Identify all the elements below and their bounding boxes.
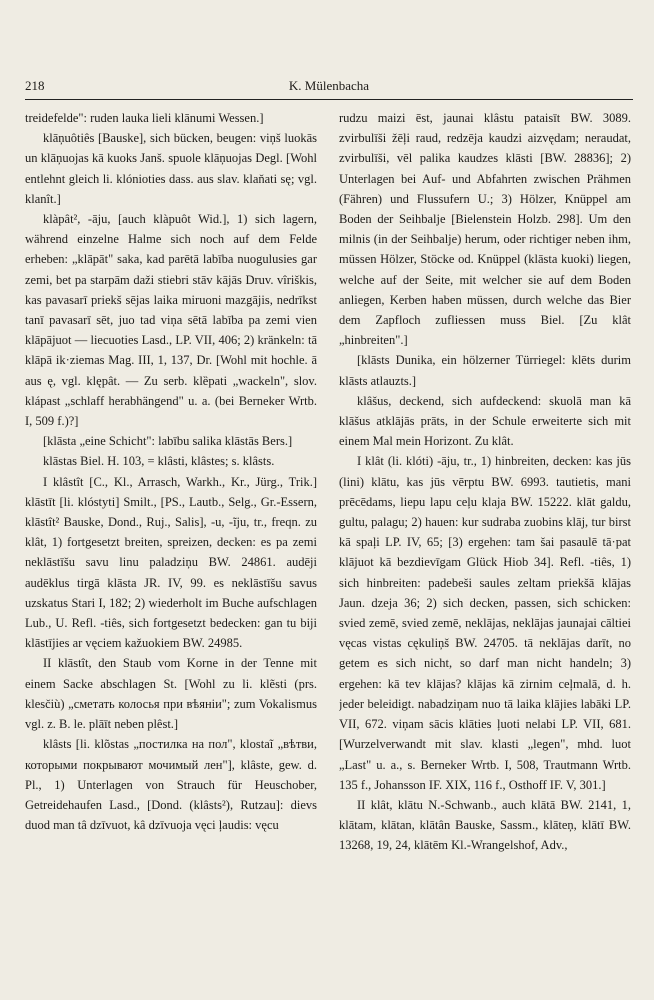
right-column <box>339 108 631 990</box>
entry-klastas: klāstas Biel. H. 103, = klâsti, klâstes; s. klâsts. <box>43 454 275 469</box>
left-column <box>25 108 317 990</box>
entry-klat-1: I klât (li. klóti) -āju, tr., 1) hinbreiten, decken: kas jūs (lini) klātu, kas jūs vērptu BW. 6993. tautietis, mani prēcēdams, liepu lapu ceļu klaja BW. 15222. klāt galdu, gultu, palagu; 2) hauen: kur sudraba zuobins klāj, tur birst kā spaļi LP. IV, 65; [3) ergehen: tam šai pasaulē tā·pat klājuot kā bezdievīgam Glück Hiob 34]. Refl. -tiês, 1) sich hinbreiten: padebeši saules zeltam priekšā klājas Jaun. dzeja 36; 2) sich decken, passen, sich schicken: svied zemē, svied zemē, neklājas, neklājas jaunajai cāltiei vęcas vistas cękuliņš BW. 24705. tā neklājas darīt, no getem es sich nicht, so darf man nicht handeln; 3) ergehen: kā tev klājas? klājas kā zirnim ceļmalā, d. h. jeder beleidigt. nabadziņam nuo tā laika klājies labāki LP. VII, 672. viņam sācis klāties ļuoti nelabi LP. VII, 681. [Wurzelverwandt mit slav. klasti „legen", mhd. luot „Last" u. a., s. Berneker Wrtb. I, 508, Trautmann Wrtb. 135 f., Johansson IF. XIX, 116 f., Osthoff IF. V, 301.] <box>339 454 631 792</box>
running-title: K. Mülenbacha <box>288 78 370 93</box>
entry-klapat: klàpât², -āju, [auch klàpuôt Wid.], 1) sich lagern, während einzelne Halme sich noch auf dem Felde erheben: „klāpāt" saka, kad parētā labība nuogulusies gar zemi, bet pa starpām daži stiebri stāv kājās Druv. vîriškis, kas pavasarī priekš sējas laika miruoni mazgājis, nedrīkst tanī pavasarī sēt, juo tad viņa sētā labība pa zemi vien klāpājuot — liecuoties Lasd., LP. VII, 406; 2) kränkeln: tā klāpā ik·ziemas Mag. III, 1, 137, Dr. [Wohl mit hochle. ā aus ę, vgl. klępât. — Zu serb. klȅpati „wackeln", slov. klápast „schlaff herabhängend" u. a. (bei Berneker Wrtb. I, 509 f.)?] <box>25 212 317 429</box>
entry-klastit-2: II klāstît, den Staub vom Korne in der Tenne mit einem Sacke abschlagen St. [Wohl zu li. klẽsti (prs. klesčiù) „сметать колосья при вѣяніи"; zum Vokalismus vgl. z. B. le. plāīt neben plêst.] <box>25 656 317 732</box>
entry-klasts-dunika: [klāsts Dunika, ein hölzerner Türriegel: klēts durim klāsts atlauzts.] <box>339 353 631 388</box>
page-header <box>25 78 633 98</box>
entry-klasta: [klāsta „eine Schicht": labību salika klāstās Bers.] <box>43 434 293 449</box>
entry-klasus: klâšus, deckend, sich aufdeckend: skuolā man kā klāšus atklājās prāts, in der Schule erweiterte sich mit einem Mal mein Horizont. Zu klât. <box>339 393 631 449</box>
entry-klat-2: II klât, klātu N.-Schwanb., auch klātā BW. 2141, 1, klātam, klātan, klātân Bauske, Sassm., klāteņ, klātī BW. 13268, 19, 24, klātēm Kl.-Wrangelshof, Adv., <box>339 797 631 853</box>
entry-continuation: treidefelde": ruden lauka lieli klānumi Wessen.] <box>25 111 264 125</box>
page-number: 218 <box>25 78 45 93</box>
entry-klanuoties: klāņuôtiês [Bauske], sich bücken, beugen: viņš luokās un klāņuojas kā kuoks Janš. spuole klāņuojas Degl. [Wohl entlehnt gleich li. klónioties dass. aus slav. klaňati sę; vgl. klanît.] <box>25 131 317 206</box>
header-rule <box>25 99 633 100</box>
entry-klastit-1: I klâstît [C., Kl., Arrasch, Warkh., Kr., Jürg., Trik.] klāstīt [li. klóstyti] Smilt., [PS., Lautb., Selg., Gr.-Essern, klāstît² Bauske, Dond., Ruj., Salis], -u, -ĩju, tr., freqn. zu klât, 1) fortgesetzt breiten, spreizen, decken: es pa zemi neklāstīšu savu linu paladziņu BW. 24861. audēji audēklus tirgā klāsta JR. IV, 99. es neklāstīšu savus uzskatus Stari I, 182; 2) wiederholt im Buche aufschlagen Lub., U. Refl. -tiês, sich fortgesetzt bedecken: gan tu biji klāstījies ar vęciem kažuokiem BW. 24985. <box>25 474 317 651</box>
entry-klasts: klâsts [li. klõstas „постилка на пол", klostaĩ „вѣтви, которыми покрывают мочимый лен"], klâste, gew. d. Pl., 1) Unterlagen von Strauch für Heuschober, Getreidehaufen Lasd., [Dond. (klâsts²), Rutzau]: dievs duod man tâ dzīvuot, kâ dzīvuoja vęci ļaudis: vęcu <box>25 737 317 833</box>
entry-klasts-continuation: rudzu maizi ēst, jaunai klâstu pataisīt BW. 3089. zvirbulīši žēļi raud, redzēja kaudzi aizvędam; neraudat, zvirbulīši, vēl palika kaudzes klāsti [BW. 28836]; 2) Unterlagen bei Auf- und Abfahrten zwischen Prähmen (Fähren) und Flussufern U.; 3) Hölzer, Knüppel am Boden der Seihbalje [Bielenstein Holzb. 298]. Um den milnis (in der Seihbalje) herum, oder richtiger neben ihm, müssen Hölzer, Stöcke od. Knüppel (klāsta kuoki) liegen, welche auf der Seite, mit welcher sie auf dem Boden anliegen, Kerben haben müssen, durch welche das Bier dem Zapfloch zufliessen muss Biel. [Zu klât „hinbreiten".] <box>339 111 631 348</box>
